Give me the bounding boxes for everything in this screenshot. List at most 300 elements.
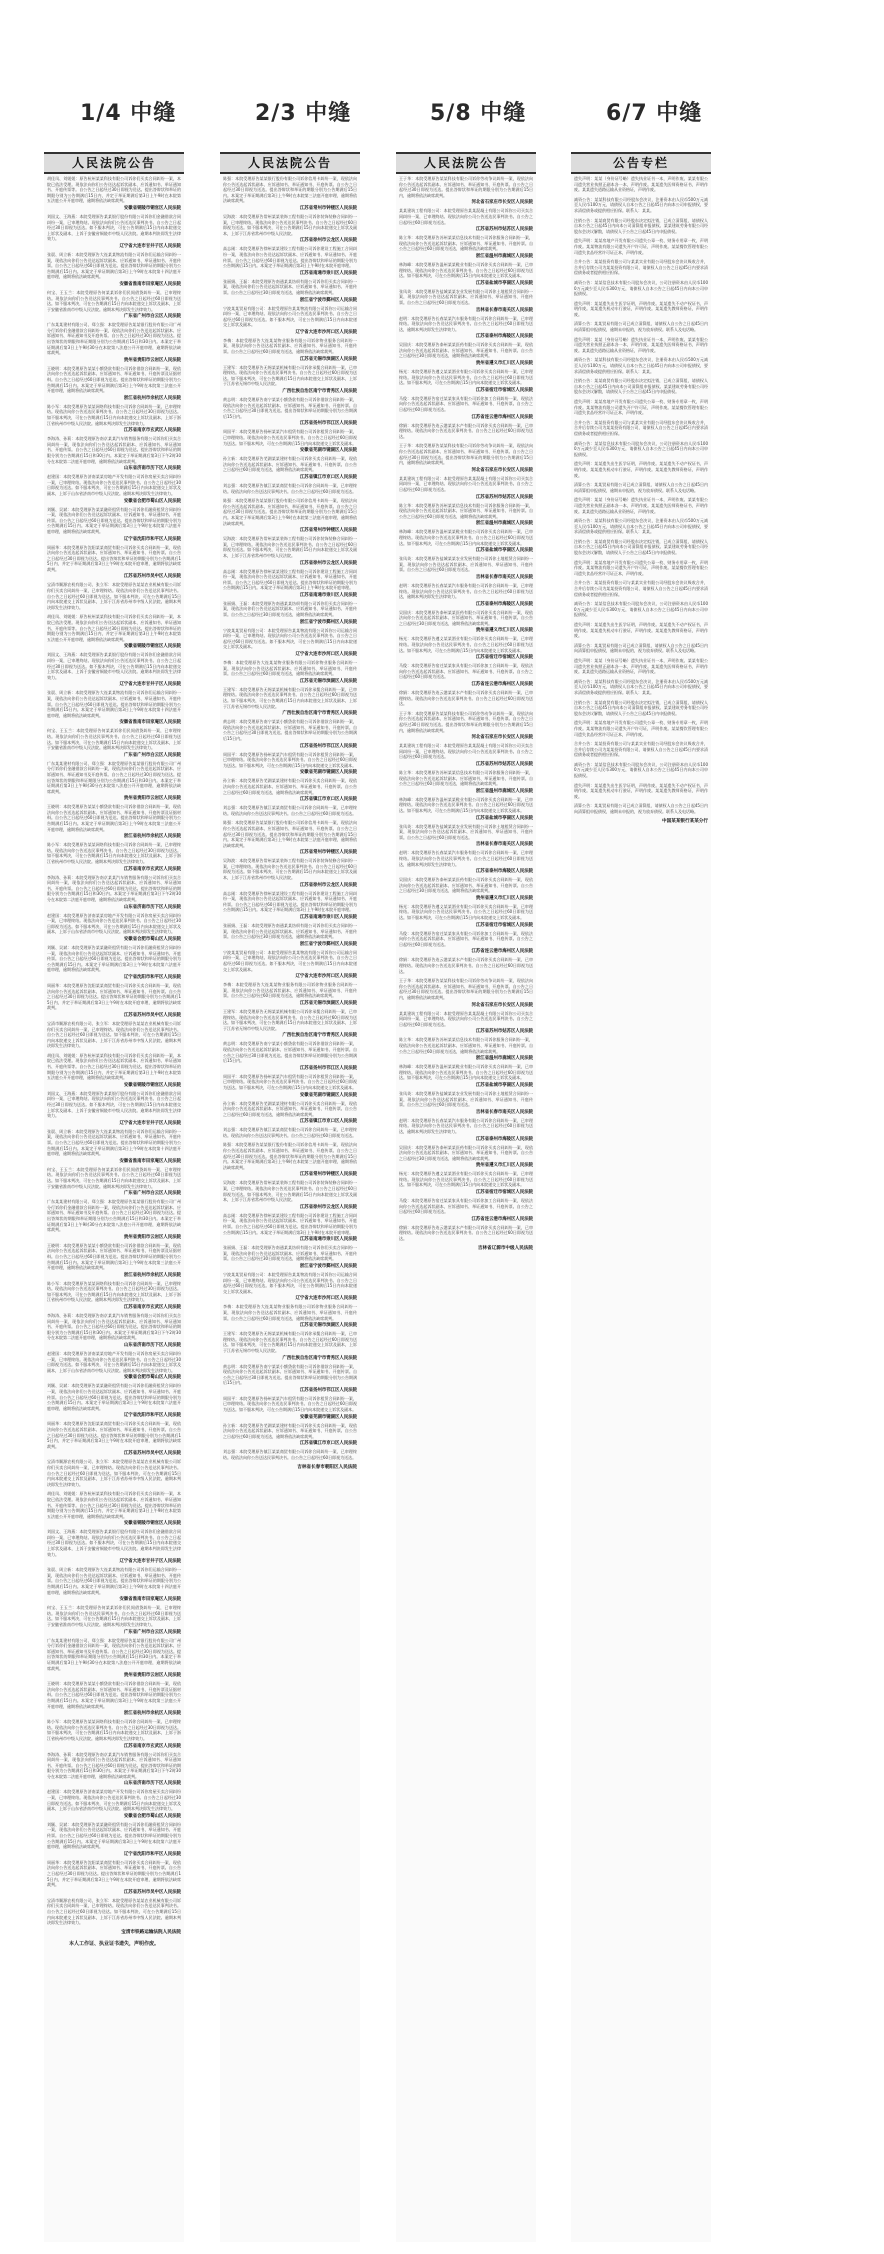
court-name: 江苏省宿迁市宿城区人民法院 <box>475 922 533 928</box>
court-name: 浙江省杭州市余杭区人民法院 <box>123 1711 181 1717</box>
court-name: 贵州省遵义市汇川区人民法院 <box>475 895 533 901</box>
notice-paragraph: 高志刚：本院受理原告徐州某某建设工程有限公司诉你建设工程施工合同纠纷一案，现依法向你公告送达起诉状副本、应诉通知书、举证通知书、开庭传票。自公告之日起经过60日即视为送达。提出答辩状和举证的期限分别为公告期满后15日内。本案定于举证期满后第3日上午9时在本院开庭审理。 <box>223 890 357 913</box>
notice-paragraph: 遗失声明：某某房地产开发有限公司遗失公章一枚、财务专用章一枚，声明作废。某某物流有限公司遗失开户许可证，声明作废。某某餐饮管理有限公司遗失食品经营许可证正本，声明作废。 <box>574 399 708 416</box>
notice-paragraph: 杨光：本院受理原告遵义某某酒业有限公司诉你买卖合同纠纷一案，已审理终结。现依法向你公告送达民事判决书。自公告之日起经过60日即视为送达。如不服本判决，可在公告期满后15日内向本院递交上诉状及副本。 <box>399 1171 533 1188</box>
court-name: 广东省广州市白云区人民法院 <box>123 1191 181 1197</box>
banner-title: 人民法院公告 <box>396 152 536 174</box>
court-name: 江苏省盐城市亭湖区人民法院 <box>475 1082 533 1088</box>
notice-paragraph: 胡佳凤、刘媛媛：原告杭州某某科技有限公司诉你们买卖合同纠纷一案，本院已依法受理。现依法向你们公告送达起诉状副本、应诉通知书、举证通知书、开庭传票等。自公告之日起经过30日即视为送达。提出答辩状和举证的期限分别为公告期满后15日内，并定于举证期满后第3日上午9时在本院第五法庭公开开庭审理，逾期将依法缺席裁判。 <box>47 1052 181 1081</box>
court-name: 辽宁省沈阳市和平区人民法院 <box>123 974 181 980</box>
notice-paragraph: 减资公告：某某科技有限公司经股东会决议，注册资本由人民币500万元减至人民币100万元，请债权人自本公告之日起45日内向本公司申报债权，要求清偿债务或提供相应担保。联系人：某某。 <box>574 357 708 374</box>
notice-paragraph: 刘国文、王海燕：本院受理原告某某银行股份有限公司诉你们金融借款合同纠纷一案，已审理终结。现依法向你们公告送达民事判决书。自公告之日起经过30日即视为送达。如不服本判决，可在公告期满后15日内向本院递交上诉状及副本，上诉于安徽省铜陵市中级人民法院。逾期本判决即发生法律效力。 <box>47 1090 181 1119</box>
notice-paragraph: 广东某某建材有限公司、郑立强：本院受理原告某某银行股份有限公司广州分行诉你们金融借款合同纠纷一案，现依法向你们公告送达起诉状副本、应诉通知书、举证通知书及开庭传票。自公告之日起经过30日即视为送达。提出答辩状的期限和举证期限分别为公告期满后15日和30日内。本案定于举证期满后第3日上午9时30分在本院第八法庭公开开庭审理，逾期将依法缺席裁判。 <box>47 760 181 794</box>
notice-paragraph: 林海峰：本院受理原告温州某某鞋业有限公司诉你买卖合同纠纷一案，已审理终结。现依法向你公告送达民事判决书。自公告之日起经过60日即视为送达。如不服本判决，可在公告期满后15日内向本院递交上诉状及副本。 <box>399 261 533 279</box>
notice-paragraph: 李海涛、孙莉：本院受理原告南京某某汽车销售服务有限公司诉你们买卖合同纠纷一案，现依法向你们公告送达起诉状副本、应诉通知书、举证通知书、开庭传票。自公告之日起经过60日即视为送达。提出答辩状和举证的期限分别为公告期满后15日和30日内。本案定于举证期满后第3日下午2时30分在本院第二法庭开庭审理，逾期将依法缺席裁判。 <box>47 874 181 902</box>
notice-paragraph: 王晓明：本院受理原告某某小额贷款有限公司诉你借款合同纠纷一案，现依法向你公告送达起诉状副本、应诉通知书、举证通知书、开庭传票及证据材料。自公告之日起经过60日即视为送达。提出答辩状和举证的期限分别为公告期满后15日内。本案定于举证期满后第3日上午9时在本院第三法庭公开开庭审理，逾期将依法缺席裁判。 <box>47 1681 181 1709</box>
notice-paragraph: 某某建筑工程有限公司：本院受理原告某某混凝土有限公司诉你公司买卖合同纠纷一案，已审理终结。现依法向你公司公告送达民事判决书。自公告之日起经过60日即视为送达。 <box>399 475 533 492</box>
notice-paragraph: 吴国庆：本院受理原告泰州某某医药有限公司诉你买卖合同纠纷一案，现依法向你公告送达起诉状副本、应诉通知书、举证通知书、开庭传票。自公告之日起经过30日即视为送达，逾期将依法缺席裁判。 <box>399 1144 533 1161</box>
strip-column-2 <box>220 152 360 2242</box>
notice-paragraph: 黄志明：本院受理原告南宁某某小额贷款有限公司诉你借款合同纠纷一案，现依法向你公告送达起诉状副本、应诉通知书、举证通知书、开庭传票。自公告之日起经过30日即视为送达。提出答辩状和举证的期限分别为公告期满后15日内。 <box>223 1041 357 1064</box>
notice-paragraph: 马俊：本院受理原告宿迁某某家具有限公司诉你加工合同纠纷一案，现依法向你公告送达起诉状副本、应诉通知书、举证通知书、开庭传票。自公告之日起经过60日即视为送达。 <box>399 1198 533 1215</box>
notice-paragraph: 陈立华：本院受理原告苏州某某信息技术有限公司诉你服务合同纠纷一案，现依法向你公告送达起诉状副本、应诉通知书、举证通知书、开庭传票。自公告之日起经过60日即视为送达，逾期将依法缺席裁判。 <box>399 502 533 519</box>
court-name: 广东省广州市白云区人民法院 <box>123 314 181 320</box>
court-name: 安徽省铜陵市铜官区人民法院 <box>123 1521 181 1527</box>
court-name: 安徽省淮南市田家庵区人民法院 <box>119 281 181 287</box>
notice-paragraph: 吴海波：本院受理原告常州某某装饰工程有限公司诉你装饰装修合同纠纷一案，已审理终结。现依法向你公告送达民事判决书。自公告之日起经过60日即视为送达。如不服本判决，可在公告期满后15日内向本院递交上诉状及副本，上诉于江苏省常州市中级人民法院。 <box>223 1180 357 1203</box>
court-name: 山东省济南市历下区人民法院 <box>123 1781 181 1787</box>
notice-paragraph: 陈强：本院受理原告某某银行股份有限公司诉你信用卡纠纷一案，现依法向你公告送达起诉状副本、应诉通知书、举证通知书、开庭传票。自公告之日起经过30日即视为送达。提出答辩状和举证的期限分别为公告期满后15日内。本案定于举证期满后第3日上午9时在本院第三法庭开庭审理，逾期将依法缺席裁判。 <box>223 820 357 848</box>
notice-paragraph: 减资公告：某某科技有限公司经股东会决议，注册资本由人民币500万元减至人民币100万元，请债权人自本公告之日起45日内向本公司申报债权，要求清偿债务或提供相应担保。联系人：某某。 <box>574 196 708 213</box>
court-name: 安徽省铜陵市铜官区人民法院 <box>123 205 181 211</box>
notice-paragraph: 陈强：本院受理原告某某银行股份有限公司诉你信用卡纠纷一案，现依法向你公告送达起诉状副本、应诉通知书、举证通知书、开庭传票。自公告之日起经过30日即视为送达。提出答辩状和举证的期限分别为公告期满后15日内。本案定于举证期满后第3日上午9时在本院第三法庭开庭审理，逾期将依法缺席裁判。 <box>223 176 357 204</box>
notice-paragraph: 减资公告：某某科技有限公司经股东会决议，注册资本由人民币500万元减至人民币100万元，请债权人自本公告之日起45日内向本公司申报债权，要求清偿债务或提供相应担保。联系人：某某。 <box>574 678 708 695</box>
court-name: 吉林省长春市南关区人民法院 <box>475 574 533 580</box>
court-name: 广东省广州市白云区人民法院 <box>123 752 181 758</box>
notice-paragraph: 宁波某某贸易有限公司：本院受理原告某某物流有限公司诉你公司运输合同纠纷一案，已审理终结。现依法向你公司公告送达民事判决书。自公告之日起经过60日即视为送达。如不服本判决，可在公告期满后15日内向本院递交上诉状及副本。 <box>223 305 357 328</box>
notice-paragraph: 刘国文、王海燕：本院受理原告某某银行股份有限公司诉你们金融借款合同纠纷一案，已审理终结。现依法向你们公告送达民事判决书。自公告之日起经过30日即视为送达。如不服本判决，可在公告期满后15日内向本院递交上诉状及副本，上诉于安徽省铜陵市中级人民法院。逾期本判决即发生法律效力。 <box>47 213 181 242</box>
footer-court: 中国某某银行某某分行 <box>662 818 708 824</box>
notice-paragraph: 王子华：本院受理原告某某科技有限公司诉你劳动争议纠纷一案，现依法向你公告送达起诉状副本、应诉通知书、举证通知书、开庭传票。自公告之日起经过30日即视为送达。提出答辩状和举证的期限分别为公告期满后15日内，逾期将依法缺席裁判。 <box>399 176 533 198</box>
banner-title: 人民法院公告 <box>220 152 360 174</box>
notice-paragraph: 李梅：本院受理原告大连某某物业服务有限公司诉你物业服务合同纠纷一案，现依法向你公告送达起诉状副本、应诉通知书、举证通知书、开庭传票。自公告之日起经过60日即视为送达，逾期将依法缺席裁判。 <box>223 1304 357 1321</box>
notice-paragraph: 张丽娟、王磊：本院受理原告南通某某纺织有限公司诉你们买卖合同纠纷一案，现依法向你们公告送达起诉状副本、应诉通知书、举证通知书、开庭传票。自公告之日起经过30日即视为送达，逾期将依法缺席裁判。 <box>223 923 357 940</box>
court-name: 江苏省苏州市姑苏区人民法院 <box>475 227 533 233</box>
notice-paragraph: 张晨、周立新：本院受理原告大连某某物流有限公司诉你们运输合同纠纷一案，现依法向你们公告送达起诉状副本、应诉通知书、举证通知书、开庭传票。自公告之日起经过60日即视为送达。提出答辩状和举证的期限分别为公告期满后15日内。本案定于举证期满后第3日上午9时在本院第十四法庭开庭审理，逾期将依法缺席裁判。 <box>47 690 181 718</box>
court-name: 贵州省遵义市汇川区人民法院 <box>475 628 533 634</box>
notice-paragraph: 遗失声明：某某（身份证号略）遗失执业证书一本，声明作废。某某有限公司遗失营业执照正副本各一本，声明作废。某某遗失医师资格证书，声明作废。某某遗失道路运输从业资格证，声明作废。 <box>574 176 708 193</box>
notice-paragraph: 王建军：本院受理原告无锡某某机械有限公司诉你承揽合同纠纷一案，已审理终结。现依法向你公告送达民事判决书。自公告之日起经过60日即视为送达。如不服本判决，可在公告期满后15日内向本院递交上诉状及副本，上诉于江苏省无锡市中级人民法院。 <box>223 686 357 709</box>
notice-paragraph: 减资公告：某某科技有限公司经股东会决议，注册资本由人民币500万元减至人民币100万元，请债权人自本公告之日起45日内向本公司申报债权，要求清偿债务或提供相应担保。联系人：某某。 <box>574 518 708 535</box>
court-name: 安徽省芜湖市镜湖区人民法院 <box>299 448 357 454</box>
notice-paragraph: 某某建筑工程有限公司：本院受理原告某某混凝土有限公司诉你公司买卖合同纠纷一案，已审理终结。现依法向你公司公告送达民事判决书。自公告之日起经过60日即视为送达。 <box>399 743 533 760</box>
notice-paragraph: 赵建国：本院受理原告济南某某房地产开发有限公司诉你房屋买卖合同纠纷一案，已审理终结。现依法向你公告送达民事判决书。自公告之日起经过30日即视为送达。如不服本判决，可在公告期满后15日内向本院递交上诉状及副本，上诉于山东省济南市中级人民法院。逾期本判决即发生法律效力。 <box>47 1789 181 1812</box>
notice-paragraph: 黄志明：本院受理原告南宁某某小额贷款有限公司诉你借款合同纠纷一案，现依法向你公告送达起诉状副本、应诉通知书、举证通知书、开庭传票。自公告之日起经过30日即视为送达。提出答辩状和举证的期限分别为公告期满后15日内。 <box>223 719 357 741</box>
court-name: 贵州省贵阳市云岩区人民法院 <box>123 1673 181 1679</box>
notice-paragraph: 陈立华：本院受理原告苏州某某信息技术有限公司诉你服务合同纠纷一案，现依法向你公告送达起诉状副本、应诉通知书、举证通知书、开庭传票。自公告之日起经过60日即视为送达，逾期将依法缺席裁判。 <box>399 1037 533 1054</box>
court-name: 广西壮族自治区南宁市青秀区人民法院 <box>282 1033 357 1039</box>
notice-paragraph: 马俊：本院受理原告宿迁某某家具有限公司诉你加工合同纠纷一案，现依法向你公告送达起诉状副本、应诉通知书、举证通知书、开庭传票。自公告之日起经过60日即视为送达。 <box>399 663 533 680</box>
court-name: 江苏省扬州市邗江区人民法院 <box>299 1387 357 1393</box>
notice-paragraph: 刘国文、王海燕：本院受理原告某某银行股份有限公司诉你们金融借款合同纠纷一案，已审理终结。现依法向你们公告送达民事判决书。自公告之日起经过30日即视为送达。如不服本判决，可在公告期满后15日内向本院递交上诉状及副本，上诉于安徽省铜陵市中级人民法院。逾期本判决即发生法律效力。 <box>47 1529 181 1557</box>
notice-paragraph: 孙立新：本院受理原告芜湖某某建材有限公司诉你买卖合同纠纷一案，现依法向你公告送达起诉状副本、应诉通知书、举证通知书、开庭传票。自公告之日起经过60日即视为送达，逾期将依法缺席裁判。 <box>223 778 357 795</box>
court-name: 浙江省宁波市鄞州区人民法院 <box>299 941 357 947</box>
court-name: 江苏省苏州市姑苏区人民法院 <box>475 761 533 767</box>
court-name: 浙江省杭州市余杭区人民法院 <box>123 834 181 840</box>
court-name: 浙江省宁波市鄞州区人民法院 <box>299 619 357 625</box>
court-name: 江苏省宿迁市宿城区人民法院 <box>475 1190 533 1196</box>
notice-paragraph: 赵明：本院受理原告长春某某汽车服务有限公司诉你合同纠纷一案，已审理终结。现依法向你公告送达民事判决书。自公告之日起经过60日即视为送达，逾期本判决即发生法律效力。 <box>399 850 533 867</box>
column-label-3: 5/8 中缝 <box>430 101 527 126</box>
court-name: 辽宁省大连市甘井子区人民法院 <box>119 243 181 249</box>
notice-paragraph: 减资公告：某某信息技术有限公司股东会决议，公司注册资本由人民币1000万元减少至人民币300万元，请债权人自本公告之日起45日内向本公司申报债权。 <box>574 761 708 779</box>
notice-paragraph: 合并公告：某某投资有限公司与某某实业有限公司经股东会决议吸收合并，合并后存续公司为某某投资有限公司，请债权人自公告之日起45日内要求清偿债务或者提供相应担保。 <box>574 741 708 758</box>
notice-paragraph: 周国平：本院受理原告扬州某某汽车租赁有限公司诉你租赁合同纠纷一案，已审理终结。现依法向你公告送达民事判决书。自公告之日起经过60日即视为送达。如不服本判决，可在公告期满后15日内向本院递交上诉状及副本。 <box>223 751 357 768</box>
notice-paragraph: 周国平：本院受理原告扬州某某汽车租赁有限公司诉你租赁合同纠纷一案，已审理终结。现依法向你公告送达民事判决书。自公告之日起经过60日即视为送达。如不服本判决，可在公告期满后15日内向本院递交上诉状及副本。 <box>223 1395 357 1413</box>
notice-paragraph: 陈立华：本院受理原告苏州某某信息技术有限公司诉你服务合同纠纷一案，现依法向你公告送达起诉状副本、应诉通知书、举证通知书、开庭传票。自公告之日起经过60日即视为送达，逾期将依法缺席裁判。 <box>399 235 533 252</box>
notice-paragraph: 减资公告：某某信息技术有限公司股东会决议，公司注册资本由人民币1000万元减少至人民币300万元，请债权人自本公告之日起45日内向本公司申报债权。 <box>574 440 708 457</box>
court-name: 江苏省镇江市京口区人民法院 <box>299 797 357 803</box>
notice-paragraph: 徐娟：本院受理原告连云港某某水产有限公司诉你买卖合同纠纷一案，已审理终结。现依法向你公告送达民事判决书。自公告之日起经过60日即视为送达。 <box>399 422 533 439</box>
notice-paragraph: 宁波某某贸易有限公司：本院受理原告某某物流有限公司诉你公司运输合同纠纷一案，已审理终结。现依法向你公司公告送达民事判决书。自公告之日起经过60日即视为送达。如不服本判决，可在公告期满后15日内向本院递交上诉状及副本。 <box>223 627 357 650</box>
court-name: 山东省济南市历下区人民法院 <box>123 1343 181 1349</box>
notice-paragraph: 马俊：本院受理原告宿迁某某家具有限公司诉你加工合同纠纷一案，现依法向你公告送达起诉状副本、应诉通知书、举证通知书、开庭传票。自公告之日起经过60日即视为送达。 <box>399 930 533 947</box>
notice-paragraph: 吴国庆：本院受理原告泰州某某医药有限公司诉你买卖合同纠纷一案，现依法向你公告送达起诉状副本、应诉通知书、举证通知书、开庭传票。自公告之日起经过30日即视为送达，逾期将依法缺席裁判。 <box>399 342 533 359</box>
court-name: 辽宁省沈阳市和平区人民法院 <box>123 536 181 542</box>
notice-paragraph: 胡佳凤、刘媛媛：原告杭州某某科技有限公司诉你们买卖合同纠纷一案，本院已依法受理。现依法向你们公告送达起诉状副本、应诉通知书、举证通知书、开庭传票等。自公告之日起经过30日即视为送达。提出答辩状和举证的期限分别为公告期满后15日内，并定于举证期满后第3日上午9时在本院第五法庭公开开庭审理，逾期将依法缺席裁判。 <box>47 176 181 204</box>
court-name: 江苏省常州市钟楼区人民法院 <box>299 1172 357 1178</box>
court-name: 广西壮族自治区南宁市青秀区人民法院 <box>282 1355 357 1361</box>
notice-paragraph: 赵建国：本院受理原告济南某某房地产开发有限公司诉你房屋买卖合同纠纷一案，已审理终结。现依法向你公告送达民事判决书。自公告之日起经过30日即视为送达。如不服本判决，可在公告期满后15日内向本院递交上诉状及副本，上诉于山东省济南市中级人民法院。逾期本判决即发生法律效力。 <box>47 912 181 935</box>
notice-paragraph: 刘颖、吴斌：本院受理原告某某融资租赁有限公司诉你们融资租赁合同纠纷一案，现依法向你们公告送达起诉状副本、应诉通知书、举证通知书、开庭传票。自公告之日起经过60日即视为送达。提出答辩状和举证的期限分别为公告期满后15日内。本案定于举证期满后第3日上午9时在本院第六法庭开庭审理，逾期将依法缺席裁判。 <box>47 506 181 534</box>
court-name: 江苏省镇江市京口区人民法院 <box>299 474 357 480</box>
footer-court: 吉林省长春市朝阳区人民法院 <box>297 1464 357 1470</box>
notice-paragraph: 高志刚：本院受理原告徐州某某建设工程有限公司诉你建设工程施工合同纠纷一案，现依法向你公告送达起诉状副本、应诉通知书、举证通知书、开庭传票。自公告之日起经过60日即视为送达。提出答辩状和举证的期限分别为公告期满后15日内。本案定于举证期满后第3日上午9时在本院开庭审理。 <box>223 1212 357 1235</box>
court-name: 安徽省芜湖市镜湖区人民法院 <box>299 770 357 776</box>
column-label-1: 1/4 中缝 <box>80 101 177 126</box>
strip-column-1 <box>44 152 184 2242</box>
court-name: 安徽省芜湖市镜湖区人民法院 <box>299 1092 357 1098</box>
notice-paragraph: 吴国庆：本院受理原告泰州某某医药有限公司诉你买卖合同纠纷一案，现依法向你公告送达起诉状副本、应诉通知书、举证通知书、开庭传票。自公告之日起经过30日即视为送达，逾期将依法缺席裁判。 <box>399 877 533 894</box>
notice-paragraph: 宝清市顺源农机有限公司、张立军：本院受理原告某某农业机械有限公司诉你们买卖合同纠纷一案，已审理终结。现依法向你们公告送达民事判决书。自公告之日起经过60日即视为送达。如不服本判决，可在公告期满后15日内向本院递交上诉状及副本，上诉于江苏省苏州市中级人民法院。逾期本判决即发生法律效力。 <box>47 1459 181 1487</box>
notice-paragraph: 周丽华：本院受理原告沈阳某某商贸有限公司诉你买卖合同纠纷一案，现依法向你公告送达起诉状副本、应诉通知书、举证通知书、开庭传票。自公告之日起经过30日即视为送达。提出答辩状和举证的期限分别为公告期满后15日内，并定于举证期满后第3日上午9时在本院开庭审理，逾期将依法缺席裁判。 <box>47 544 181 572</box>
notice-paragraph: 某某建筑工程有限公司：本院受理原告某某混凝土有限公司诉你公司买卖合同纠纷一案，已审理终结。现依法向你公司公告送达民事判决书。自公告之日起经过60日即视为送达。 <box>399 1010 533 1027</box>
notice-paragraph: 遗失声明：某某遗失出生医学证明，声明作废。某某遗失不动产权证书，声明作废。某某遗失机动车行驶证，声明作废。某某遗失教师资格证，声明作废。 <box>574 622 708 639</box>
court-name: 江苏省无锡市滨湖区人民法院 <box>299 1000 357 1006</box>
court-name: 安徽省合肥市蜀山区人民法院 <box>123 936 181 942</box>
notice-paragraph: 陈强：本院受理原告某某银行股份有限公司诉你信用卡纠纷一案，现依法向你公告送达起诉状副本、应诉通知书、举证通知书、开庭传票。自公告之日起经过30日即视为送达。提出答辩状和举证的期限分别为公告期满后15日内。本案定于举证期满后第3日上午9时在本院第三法庭开庭审理，逾期将依法缺席裁判。 <box>223 498 357 526</box>
court-name: 河北省石家庄市长安区人民法院 <box>471 735 533 741</box>
court-name: 江苏省苏州市吴中区人民法院 <box>123 1012 181 1018</box>
court-name: 江苏省扬州市邗江区人民法院 <box>299 743 357 749</box>
court-name: 浙江省温州市鹿城区人民法院 <box>475 521 533 527</box>
notice-paragraph: 张凤英：本院受理原告盐城某某农业发展有限公司诉你土地租赁合同纠纷一案，现依法向你公告送达起诉状副本、应诉通知书、举证通知书、开庭传票。自公告之日起经过60日即视为送达。 <box>399 556 533 573</box>
court-name: 江苏省无锡市滨湖区人民法院 <box>299 1323 357 1329</box>
notice-paragraph: 清算公告：某某贸易有限公司已成立清算组，请债权人自公告之日起45日内向清算组申报债权，逾期未申报的，视为放弃债权。联系人及电话略。 <box>574 321 708 333</box>
column-label-4: 6/7 中缝 <box>606 101 703 126</box>
notice-paragraph: 遗失声明：某某房地产开发有限公司遗失公章一枚、财务专用章一枚，声明作废。某某物流有限公司遗失开户许可证，声明作废。某某餐饮管理有限公司遗失食品经营许可证正本，声明作废。 <box>574 559 708 576</box>
notice-paragraph: 张凤英：本院受理原告盐城某某农业发展有限公司诉你土地租赁合同纠纷一案，现依法向你公告送达起诉状副本、应诉通知书、举证通知书、开庭传票。自公告之日起经过60日即视为送达。 <box>399 823 533 840</box>
notice-paragraph: 孙立新：本院受理原告芜湖某某建材有限公司诉你买卖合同纠纷一案，现依法向你公告送达起诉状副本、应诉通知书、举证通知书、开庭传票。自公告之日起经过60日即视为送达，逾期将依法缺席裁判。 <box>223 1422 357 1439</box>
court-name: 吉林省长春市南关区人民法院 <box>475 307 533 313</box>
court-name: 江苏省扬州市邗江区人民法院 <box>299 1065 357 1071</box>
notice-paragraph: 刘国文、王海燕：本院受理原告某某银行股份有限公司诉你们金融借款合同纠纷一案，已审理终结。现依法向你们公告送达民事判决书。自公告之日起经过30日即视为送达。如不服本判决，可在公告期满后15日内向本院递交上诉状及副本，上诉于安徽省铜陵市中级人民法院。逾期本判决即发生法律效力。 <box>47 652 181 680</box>
notice-paragraph: 高志刚：本院受理原告徐州某某建设工程有限公司诉你建设工程施工合同纠纷一案，现依法向你公告送达起诉状副本、应诉通知书、举证通知书、开庭传票。自公告之日起经过60日即视为送达。提出答辩状和举证的期限分别为公告期满后15日内。本案定于举证期满后第3日上午9时在本院开庭审理。 <box>223 568 357 591</box>
court-name: 辽宁省大连市沙河口区人民法院 <box>295 1296 357 1302</box>
notice-paragraph: 宝清市顺源农机有限公司、张立军：本院受理原告某某农业机械有限公司诉你们买卖合同纠纷一案，已审理终结。现依法向你们公告送达民事判决书。自公告之日起经过60日即视为送达。如不服本判决，可在公告期满后15日内向本院递交上诉状及副本，上诉于江苏省苏州市中级人民法院。逾期本判决即发生法律效力。 <box>47 1897 181 1926</box>
court-name: 贵州省贵阳市云岩区人民法院 <box>123 357 181 363</box>
notice-paragraph: 杨光：本院受理原告遵义某某酒业有限公司诉你买卖合同纠纷一案，已审理终结。现依法向你公告送达民事判决书。自公告之日起经过60日即视为送达。如不服本判决，可在公告期满后15日内向本院递交上诉状及副本。 <box>399 903 533 921</box>
court-name: 江苏省徐州市云龙区人民法院 <box>299 1204 357 1210</box>
notice-paragraph: 张凤英：本院受理原告盐城某某农业发展有限公司诉你土地租赁合同纠纷一案，现依法向你公告送达起诉状副本、应诉通知书、举证通知书、开庭传票。自公告之日起经过60日即视为送达。 <box>399 1090 533 1108</box>
court-name: 江苏省徐州市云龙区人民法院 <box>299 882 357 888</box>
court-name: 江苏省宿迁市宿城区人民法院 <box>475 655 533 661</box>
notice-paragraph: 广东某某建材有限公司、郑立强：本院受理原告某某银行股份有限公司广州分行诉你们金融借款合同纠纷一案，现依法向你们公告送达起诉状副本、应诉通知书、举证通知书及开庭传票。自公告之日起经过30日即视为送达。提出答辩状的期限和举证期限分别为公告期满后15日和30日内。本案定于举证期满后第3日上午9时30分在本院第八法庭公开开庭审理，逾期将依法缺席裁判。 <box>47 1637 181 1671</box>
notice-paragraph: 黄志明：本院受理原告南宁某某小额贷款有限公司诉你借款合同纠纷一案，现依法向你公告送达起诉状副本、应诉通知书、举证通知书、开庭传票。自公告之日起经过30日即视为送达。提出答辩状和举证的期限分别为公告期满后15日内。 <box>223 397 357 419</box>
court-name: 江苏省南京市玄武区人民法院 <box>123 1743 181 1749</box>
notice-paragraph: 遗失声明：某某遗失出生医学证明，声明作废。某某遗失不动产权证书，声明作废。某某遗失机动车行驶证，声明作废。某某遗失教师资格证，声明作废。 <box>574 300 708 317</box>
notice-paragraph: 张凤英：本院受理原告盐城某某农业发展有限公司诉你土地租赁合同纠纷一案，现依法向你公告送达起诉状副本、应诉通知书、举证通知书、开庭传票。自公告之日起经过60日即视为送达。 <box>399 288 533 305</box>
court-name: 江苏省徐州市云龙区人民法院 <box>299 238 357 244</box>
notice-paragraph: 李海涛、孙莉：本院受理原告南京某某汽车销售服务有限公司诉你们买卖合同纠纷一案，现依法向你们公告送达起诉状副本、应诉通知书、举证通知书、开庭传票。自公告之日起经过60日即视为送达。提出答辩状和举证的期限分别为公告期满后15日和30日内。本案定于举证期满后第3日下午2时30分在本院第二法庭开庭审理，逾期将依法缺席裁判。 <box>47 436 181 464</box>
notice-paragraph: 胡佳凤、刘媛媛：原告杭州某某科技有限公司诉你们买卖合同纠纷一案，本院已依法受理。现依法向你们公告送达起诉状副本、应诉通知书、举证通知书、开庭传票等。自公告之日起经过30日即视为送达。提出答辩状和举证的期限分别为公告期满后15日内，并定于举证期满后第3日上午9时在本院第五法庭公开开庭审理，逾期将依法缺席裁判。 <box>47 1491 181 1519</box>
court-name: 江苏省无锡市滨湖区人民法院 <box>299 678 357 684</box>
notice-paragraph: 张晨、周立新：本院受理原告大连某某物流有限公司诉你们运输合同纠纷一案，现依法向你们公告送达起诉状副本、应诉通知书、举证通知书、开庭传票。自公告之日起经过60日即视为送达。提出答辩状和举证的期限分别为公告期满后15日内。本案定于举证期满后第3日上午9时在本院第十四法庭开庭审理，逾期将依法缺席裁判。 <box>47 251 181 280</box>
notice-paragraph: 李梅：本院受理原告大连某某物业服务有限公司诉你物业服务合同纠纷一案，现依法向你公告送达起诉状副本、应诉通知书、举证通知书、开庭传票。自公告之日起经过60日即视为送达，逾期将依法缺席裁判。 <box>223 337 357 355</box>
notice-paragraph: 刘志强：本院受理原告镇江某某商贸有限公司诉你合同纠纷一案，已审理终结。现依法向你公告送达民事判决书。自公告之日起经过60日即视为送达。 <box>223 1127 357 1138</box>
notice-paragraph: 陈小军：本院受理原告某某网络科技有限公司诉你合同纠纷一案，已审理终结。现依法向你公告送达民事判决书。自公告之日起经过30日即视为送达。如不服本判决，可在公告期满后15日内向本院递交上诉状及副本，上诉于浙江省杭州市中级人民法院。逾期本判决即发生法律效力。 <box>47 1280 181 1303</box>
notice-paragraph: 注销公告：某某商贸有限公司经股东决定拟注销，已成立清算组，请债权人自本公告之日起45日内向本公司清算组申报债权。某某建筑劳务有限公司经股东会决议解散，请债权人于公告之日起45日内申报债权。 <box>574 538 708 556</box>
notice-note: 本人工作证、执业证书遗失，声明作废。 <box>68 1940 159 1947</box>
notice-paragraph: 宝清市顺源农机有限公司、张立军：本院受理原告某某农业机械有限公司诉你们买卖合同纠纷一案，已审理终结。现依法向你们公告送达民事判决书。自公告之日起经过60日即视为送达。如不服本判决，可在公告期满后15日内向本院递交上诉状及副本，上诉于江苏省苏州市中级人民法院。逾期本判决即发生法律效力。 <box>47 1020 181 1049</box>
court-name: 吉林省长春市南关区人民法院 <box>475 842 533 848</box>
court-name: 江苏省泰州市海陵区人民法院 <box>475 869 533 875</box>
notice-paragraph: 张丽娟、王磊：本院受理原告南通某某纺织有限公司诉你们买卖合同纠纷一案，现依法向你们公告送达起诉状副本、应诉通知书、举证通知书、开庭传票。自公告之日起经过30日即视为送达，逾期将依法缺席裁判。 <box>223 278 357 295</box>
notice-paragraph: 宁波某某贸易有限公司：本院受理原告某某物流有限公司诉你公司运输合同纠纷一案，已审理终结。现依法向你公司公告送达民事判决书。自公告之日起经过60日即视为送达。如不服本判决，可在公告期满后15日内向本院递交上诉状及副本。 <box>223 1271 357 1294</box>
court-name: 辽宁省沈阳市和平区人民法院 <box>123 1851 181 1857</box>
notice-paragraph: 李梅：本院受理原告大连某某物业服务有限公司诉你物业服务合同纠纷一案，现依法向你公告送达起诉状副本、应诉通知书、举证通知书、开庭传票。自公告之日起经过60日即视为送达，逾期将依法缺席裁判。 <box>223 660 357 677</box>
court-name: 辽宁省大连市沙河口区人民法院 <box>295 329 357 335</box>
notice-paragraph: 周国平：本院受理原告扬州某某汽车租赁有限公司诉你租赁合同纠纷一案，已审理终结。现依法向你公告送达民事判决书。自公告之日起经过60日即视为送达。如不服本判决，可在公告期满后15日内向本院递交上诉状及副本。 <box>223 1073 357 1090</box>
court-name: 浙江省杭州市余杭区人民法院 <box>123 395 181 401</box>
notice-paragraph: 林海峰：本院受理原告温州某某鞋业有限公司诉你买卖合同纠纷一案，已审理终结。现依法向你公告送达民事判决书。自公告之日起经过60日即视为送达。如不服本判决，可在公告期满后15日内向本院递交上诉状及副本。 <box>399 1064 533 1081</box>
notice-paragraph: 遗失声明：某某（身份证号略）遗失执业证书一本，声明作废。某某有限公司遗失营业执照正副本各一本，声明作废。某某遗失医师资格证书，声明作废。某某遗失道路运输从业资格证，声明作废。 <box>574 336 708 353</box>
court-name: 浙江省宁波市鄞州区人民法院 <box>299 297 357 303</box>
notice-paragraph: 合并公告：某某投资有限公司与某某实业有限公司经股东会决议吸收合并，合并后存续公司为某某投资有限公司，请债权人自公告之日起45日内要求清偿债务或者提供相应担保。 <box>574 259 708 276</box>
court-name: 江苏省南通市崇川区人民法院 <box>299 592 357 598</box>
court-name: 江苏省常州市钟楼区人民法院 <box>299 205 357 211</box>
notice-paragraph: 黄志明：本院受理原告南宁某某小额贷款有限公司诉你借款合同纠纷一案，现依法向你公告送达起诉状副本、应诉通知书、举证通知书、开庭传票。自公告之日起经过30日即视为送达。提出答辩状和举证的期限分别为公告期满后15日内。 <box>223 1363 357 1386</box>
court-name: 江苏省连云港市海州区人民法院 <box>471 682 533 688</box>
notice-paragraph: 减资公告：某某信息技术有限公司股东会决议，公司注册资本由人民币1000万元减少至人民币300万元，请债权人自本公告之日起45日内向本公司申报债权。 <box>574 279 708 297</box>
notice-paragraph: 陈立华：本院受理原告苏州某某信息技术有限公司诉你服务合同纠纷一案，现依法向你公告送达起诉状副本、应诉通知书、举证通知书、开庭传票。自公告之日起经过60日即视为送达，逾期将依法缺席裁判。 <box>399 769 533 787</box>
court-name: 辽宁省大连市甘井子区人民法院 <box>119 1120 181 1126</box>
notice-paragraph: 李海涛、孙莉：本院受理原告南京某某汽车销售服务有限公司诉你们买卖合同纠纷一案，现依法向你们公告送达起诉状副本、应诉通知书、举证通知书、开庭传票。自公告之日起经过60日即视为送达。提出答辩状和举证的期限分别为公告期满后15日和30日内。本案定于举证期满后第3日下午2时30分在本院第二法庭开庭审理，逾期将依法缺席裁判。 <box>47 1751 181 1779</box>
court-name: 山东省济南市历下区人民法院 <box>123 466 181 472</box>
court-name: 江苏省泰州市海陵区人民法院 <box>475 601 533 607</box>
notice-paragraph: 王子华：本院受理原告某某科技有限公司诉你劳动争议纠纷一案，现依法向你公告送达起诉状副本、应诉通知书、举证通知书、开庭传票。自公告之日起经过30日即视为送达。提出答辩状和举证的期限分别为公告期满后15日内，逾期将依法缺席裁判。 <box>399 443 533 466</box>
court-name: 安徽省芜湖市镜湖区人民法院 <box>299 1414 357 1420</box>
court-name: 江苏省宿迁市宿城区人民法院 <box>475 387 533 393</box>
notice-paragraph: 孙立新：本院受理原告芜湖某某建材有限公司诉你买卖合同纠纷一案，现依法向你公告送达起诉状副本、应诉通知书、举证通知书、开庭传票。自公告之日起经过60日即视为送达，逾期将依法缺席裁判。 <box>223 1100 357 1117</box>
court-name: 江苏省盐城市亭湖区人民法院 <box>475 815 533 821</box>
footer-court: 吉林省辽源市中级人民法院 <box>477 1245 533 1251</box>
notice-paragraph: 何宝、王玉兰：本院受理原告何某某诉你们民间借贷纠纷一案，已审理终结。现依法向你们公告送达民事判决书。自公告之日起经过60日即视为送达。如不服本判决，可在公告期满后15日内向本院递交上诉状及副本，上诉于安徽省淮南市中级人民法院。逾期本判决即发生法律效力。 <box>47 1166 181 1189</box>
notice-paragraph: 陈小军：本院受理原告某某网络科技有限公司诉你合同纠纷一案，已审理终结。现依法向你公告送达民事判决书。自公告之日起经过30日即视为送达。如不服本判决，可在公告期满后15日内向本院递交上诉状及副本，上诉于浙江省杭州市中级人民法院。逾期本判决即发生法律效力。 <box>47 842 181 865</box>
notice-paragraph: 刘志强：本院受理原告镇江某某商贸有限公司诉你合同纠纷一案，已审理终结。现依法向你公告送达民事判决书。自公告之日起经过60日即视为送达。 <box>223 482 357 494</box>
court-name: 辽宁省大连市甘井子区人民法院 <box>119 1559 181 1565</box>
court-name: 江苏省南京市玄武区人民法院 <box>123 428 181 434</box>
notice-paragraph: 胡佳凤、刘媛媛：原告杭州某某科技有限公司诉你们买卖合同纠纷一案，本院已依法受理。现依法向你们公告送达起诉状副本、应诉通知书、举证通知书、开庭传票等。自公告之日起经过30日即视为送达。提出答辩状和举证的期限分别为公告期满后15日内，并定于举证期满后第3日上午9时在本院第五法庭公开开庭审理，逾期将依法缺席裁判。 <box>47 614 181 642</box>
court-name: 江苏省南京市玄武区人民法院 <box>123 1305 181 1311</box>
notice-paragraph: 清算公告：某某贸易有限公司已成立清算组，请债权人自公告之日起45日内向清算组申报债权，逾期未申报的，视为放弃债权。联系人及电话略。 <box>574 482 708 493</box>
notice-paragraph: 王建军：本院受理原告无锡某某机械有限公司诉你承揽合同纠纷一案，已审理终结。现依法向你公告送达民事判决书。自公告之日起经过60日即视为送达。如不服本判决，可在公告期满后15日内向本院递交上诉状及副本，上诉于江苏省无锡市中级人民法院。 <box>223 1008 357 1031</box>
court-name: 江苏省常州市钟楼区人民法院 <box>299 528 357 534</box>
court-name: 江苏省南京市玄武区人民法院 <box>123 866 181 872</box>
banner-title: 人民法院公告 <box>44 152 184 174</box>
court-name: 江苏省苏州市吴中区人民法院 <box>123 1889 181 1895</box>
notice-paragraph: 林海峰：本院受理原告温州某某鞋业有限公司诉你买卖合同纠纷一案，已审理终结。现依法向你公告送达民事判决书。自公告之日起经过60日即视为送达。如不服本判决，可在公告期满后15日内向本院递交上诉状及副本。 <box>399 796 533 813</box>
court-name: 贵州省贵阳市云岩区人民法院 <box>123 796 181 802</box>
court-name: 江苏省盐城市亭湖区人民法院 <box>475 280 533 286</box>
notice-paragraph: 遗失声明：某某遗失出生医学证明，声明作废。某某遗失不动产权证书，声明作废。某某遗失机动车行驶证，声明作废。某某遗失教师资格证，声明作废。 <box>574 782 708 799</box>
notice-paragraph: 赵明：本院受理原告长春某某汽车服务有限公司诉你合同纠纷一案，已审理终结。现依法向你公告送达民事判决书。自公告之日起经过60日即视为送达，逾期本判决即发生法律效力。 <box>399 582 533 600</box>
notice-paragraph: 王晓明：本院受理原告某某小额贷款有限公司诉你借款合同纠纷一案，现依法向你公告送达起诉状副本、应诉通知书、举证通知书、开庭传票及证据材料。自公告之日起经过60日即视为送达。提出答辩状和举证的期限分别为公告期满后15日内。本案定于举证期满后第3日上午9时在本院第三法庭公开开庭审理，逾期将依法缺席裁判。 <box>47 1242 181 1271</box>
court-name: 吉林省长春市南关区人民法院 <box>475 1109 533 1115</box>
notice-paragraph: 周丽华：本院受理原告沈阳某某商贸有限公司诉你买卖合同纠纷一案，现依法向你公告送达起诉状副本、应诉通知书、举证通知书、开庭传票。自公告之日起经过30日即视为送达。提出答辩状和举证的期限分别为公告期满后15日内，并定于举证期满后第3日上午9时在本院开庭审理，逾期将依法缺席裁判。 <box>47 1421 181 1449</box>
court-name: 江苏省南通市崇川区人民法院 <box>299 270 357 276</box>
notice-paragraph: 赵明：本院受理原告长春某某汽车服务有限公司诉你合同纠纷一案，已审理终结。现依法向你公告送达民事判决书。自公告之日起经过60日即视为送达，逾期本判决即发生法律效力。 <box>399 315 533 332</box>
court-name: 浙江省宁波市鄞州区人民法院 <box>299 1263 357 1269</box>
notice-paragraph: 孙立新：本院受理原告芜湖某某建材有限公司诉你买卖合同纠纷一案，现依法向你公告送达起诉状副本、应诉通知书、举证通知书、开庭传票。自公告之日起经过60日即视为送达，逾期将依法缺席裁判。 <box>223 456 357 473</box>
court-name: 浙江省杭州市余杭区人民法院 <box>123 1272 181 1278</box>
court-name: 江苏省无锡市滨湖区人民法院 <box>299 356 357 362</box>
notice-paragraph: 张丽娟、王磊：本院受理原告南通某某纺织有限公司诉你们买卖合同纠纷一案，现依法向你们公告送达起诉状副本、应诉通知书、举证通知书、开庭传票。自公告之日起经过30日即视为送达，逾期将依法缺席裁判。 <box>223 1245 357 1262</box>
court-name: 河北省石家庄市长安区人民法院 <box>471 1002 533 1008</box>
court-name: 浙江省温州市鹿城区人民法院 <box>475 1056 533 1062</box>
court-name: 江苏省苏州市吴中区人民法院 <box>123 574 181 580</box>
notice-paragraph: 吴海波：本院受理原告常州某某装饰工程有限公司诉你装饰装修合同纠纷一案，已审理终结。现依法向你公告送达民事判决书。自公告之日起经过60日即视为送达。如不服本判决，可在公告期满后15日内向本院递交上诉状及副本，上诉于江苏省常州市中级人民法院。 <box>223 213 357 236</box>
notice-paragraph: 广东某某建材有限公司、郑立强：本院受理原告某某银行股份有限公司广州分行诉你们金融借款合同纠纷一案，现依法向你们公告送达起诉状副本、应诉通知书、举证通知书及开庭传票。自公告之日起经过30日即视为送达。提出答辩状的期限和举证期限分别为公告期满后15日和30日内。本案定于举证期满后第3日上午9时30分在本院第八法庭公开开庭审理，逾期将依法缺席裁判。 <box>47 322 181 356</box>
notice-paragraph: 遗失声明：某某房地产开发有限公司遗失公章一枚、财务专用章一枚，声明作废。某某物流有限公司遗失开户许可证，声明作废。某某餐饮管理有限公司遗失食品经营许可证正本，声明作废。 <box>574 238 708 255</box>
court-name: 安徽省铜陵市铜官区人民法院 <box>123 644 181 650</box>
court-name: 江苏省苏州市姑苏区人民法院 <box>475 494 533 500</box>
notice-paragraph: 张丽娟、王磊：本院受理原告南通某某纺织有限公司诉你们买卖合同纠纷一案，现依法向你们公告送达起诉状副本、应诉通知书、举证通知书、开庭传票。自公告之日起经过30日即视为送达，逾期将依法缺席裁判。 <box>223 600 357 618</box>
notice-paragraph: 遗失声明：某某（身份证号略）遗失执业证书一本，声明作废。某某有限公司遗失营业执照正副本各一本，声明作废。某某遗失医师资格证书，声明作废。某某遗失道路运输从业资格证，声明作废。 <box>574 497 708 514</box>
court-name: 河北省石家庄市长安区人民法院 <box>471 467 533 473</box>
court-name: 山东省济南市历下区人民法院 <box>123 904 181 910</box>
notice-paragraph: 吴国庆：本院受理原告泰州某某医药有限公司诉你买卖合同纠纷一案，现依法向你公告送达起诉状副本、应诉通知书、举证通知书、开庭传票。自公告之日起经过30日即视为送达，逾期将依法缺席裁判。 <box>399 609 533 626</box>
court-name: 江苏省苏州市姑苏区人民法院 <box>475 1029 533 1035</box>
notice-paragraph: 减资公告：某某信息技术有限公司股东会决议，公司注册资本由人民币1000万元减少至人民币300万元，请债权人自本公告之日起45日内向本公司申报债权。 <box>574 601 708 618</box>
notice-paragraph: 杨光：本院受理原告遵义某某酒业有限公司诉你买卖合同纠纷一案，已审理终结。现依法向你公告送达民事判决书。自公告之日起经过60日即视为送达。如不服本判决，可在公告期满后15日内向本院递交上诉状及副本。 <box>399 369 533 386</box>
court-name: 江苏省常州市钟楼区人民法院 <box>299 850 357 856</box>
court-name: 辽宁省大连市甘井子区人民法院 <box>119 682 181 688</box>
notice-paragraph: 王晓明：本院受理原告某某小额贷款有限公司诉你借款合同纠纷一案，现依法向你公告送达起诉状副本、应诉通知书、举证通知书、开庭传票及证据材料。自公告之日起经过60日即视为送达。提出答辩状和举证的期限分别为公告期满后15日内。本案定于举证期满后第3日上午9时在本院第三法庭公开开庭审理，逾期将依法缺席裁判。 <box>47 804 181 832</box>
court-name: 江苏省苏州市吴中区人民法院 <box>123 1451 181 1457</box>
court-name: 江苏省连云港市海州区人民法院 <box>471 1216 533 1222</box>
notice-paragraph: 广东某某建材有限公司、郑立强：本院受理原告某某银行股份有限公司广州分行诉你们金融借款合同纠纷一案，现依法向你们公告送达起诉状副本、应诉通知书、举证通知书及开庭传票。自公告之日起经过30日即视为送达。提出答辩状的期限和举证期限分别为公告期满后15日和30日内。本案定于举证期满后第3日上午9时30分在本院第八法庭公开开庭审理，逾期将依法缺席裁判。 <box>47 1199 181 1233</box>
notice-paragraph: 遗失声明：某某（身份证号略）遗失执业证书一本，声明作废。某某有限公司遗失营业执照正副本各一本，声明作废。某某遗失医师资格证书，声明作废。某某遗失道路运输从业资格证，声明作废。 <box>574 657 708 675</box>
notice-paragraph: 赵建国：本院受理原告济南某某房地产开发有限公司诉你房屋买卖合同纠纷一案，已审理终结。现依法向你公告送达民事判决书。自公告之日起经过30日即视为送达。如不服本判决，可在公告期满后15日内向本院递交上诉状及副本，上诉于山东省济南市中级人民法院。逾期本判决即发生法律效力。 <box>47 474 181 496</box>
court-name: 江苏省盐城市亭湖区人民法院 <box>475 548 533 554</box>
court-name: 安徽省合肥市蜀山区人民法院 <box>123 1813 181 1819</box>
court-name: 贵州省遵义市汇川区人民法院 <box>475 1163 533 1169</box>
court-name: 江苏省泰州市海陵区人民法院 <box>475 334 533 340</box>
court-name: 广西壮族自治区南宁市青秀区人民法院 <box>282 389 357 395</box>
notice-paragraph: 徐娟：本院受理原告连云港某某水产有限公司诉你买卖合同纠纷一案，已审理终结。现依法向你公告送达民事判决书。自公告之日起经过60日即视为送达。 <box>399 1224 533 1242</box>
court-name: 江苏省镇江市京口区人民法院 <box>299 1441 357 1447</box>
notice-paragraph: 周丽华：本院受理原告沈阳某某商贸有限公司诉你买卖合同纠纷一案，现依法向你公告送达起诉状副本、应诉通知书、举证通知书、开庭传票。自公告之日起经过30日即视为送达。提出答辩状和举证的期限分别为公告期满后15日内，并定于举证期满后第3日上午9时在本院开庭审理，逾期将依法缺席裁判。 <box>47 1859 181 1888</box>
court-name: 江苏省南通市崇川区人民法院 <box>299 915 357 921</box>
notice-paragraph: 马俊：本院受理原告宿迁某某家具有限公司诉你加工合同纠纷一案，现依法向你公告送达起诉状副本、应诉通知书、举证通知书、开庭传票。自公告之日起经过60日即视为送达。 <box>399 395 533 413</box>
notice-paragraph: 李梅：本院受理原告大连某某物业服务有限公司诉你物业服务合同纠纷一案，现依法向你公告送达起诉状副本、应诉通知书、举证通知书、开庭传票。自公告之日起经过60日即视为送达，逾期将依法缺席裁判。 <box>223 982 357 999</box>
notice-paragraph: 何宝、王玉兰：本院受理原告何某某诉你们民间借贷纠纷一案，已审理终结。现依法向你们公告送达民事判决书。自公告之日起经过60日即视为送达。如不服本判决，可在公告期满后15日内向本院递交上诉状及副本，上诉于安徽省淮南市中级人民法院。逾期本判决即发生法律效力。 <box>47 1605 181 1627</box>
court-name: 贵州省遵义市汇川区人民法院 <box>475 361 533 367</box>
notice-paragraph: 赵建国：本院受理原告济南某某房地产开发有限公司诉你房屋买卖合同纠纷一案，已审理终结。现依法向你公告送达民事判决书。自公告之日起经过30日即视为送达。如不服本判决，可在公告期满后15日内向本院递交上诉状及副本，上诉于山东省济南市中级人民法院。逾期本判决即发生法律效力。 <box>47 1351 181 1373</box>
banner-title: 公告专栏 <box>571 152 711 174</box>
notice-paragraph: 赵明：本院受理原告长春某某汽车服务有限公司诉你合同纠纷一案，已审理终结。现依法向你公告送达民事判决书。自公告之日起经过60日即视为送达，逾期本判决即发生法律效力。 <box>399 1117 533 1134</box>
notice-paragraph: 王晓明：本院受理原告某某小额贷款有限公司诉你借款合同纠纷一案，现依法向你公告送达起诉状副本、应诉通知书、举证通知书、开庭传票及证据材料。自公告之日起经过60日即视为送达。提出答辩状和举证的期限分别为公告期满后15日内。本案定于举证期满后第3日上午9时在本院第三法庭公开开庭审理，逾期将依法缺席裁判。 <box>47 365 181 394</box>
notice-paragraph: 遗失声明：某某遗失出生医学证明，声明作废。某某遗失不动产权证书，声明作废。某某遗失机动车行驶证，声明作废。某某遗失教师资格证，声明作废。 <box>574 461 708 478</box>
notice-paragraph: 注销公告：某某商贸有限公司经股东决定拟注销，已成立清算组，请债权人自本公告之日起45日内向本公司清算组申报债权。某某建筑劳务有限公司经股东会决议解散，请债权人于公告之日起45日内申报债权。 <box>574 699 708 716</box>
notice-paragraph: 注销公告：某某商贸有限公司经股东决定拟注销，已成立清算组，请债权人自本公告之日起45日内向本公司清算组申报债权。某某建筑劳务有限公司经股东会决议解散，请债权人于公告之日起45日内申报债权。 <box>574 217 708 234</box>
court-name: 贵州省贵阳市云岩区人民法院 <box>123 1234 181 1240</box>
notice-paragraph: 合并公告：某某投资有限公司与某某实业有限公司经股东会决议吸收合并，合并后存续公司为某某投资有限公司，请债权人自公告之日起45日内要求清偿债务或者提供相应担保。 <box>574 580 708 597</box>
court-name: 江苏省泰州市海陵区人民法院 <box>475 1136 533 1142</box>
notice-paragraph: 清算公告：某某贸易有限公司已成立清算组，请债权人自公告之日起45日内向清算组申报债权，逾期未申报的，视为放弃债权。联系人及电话略。 <box>574 642 708 654</box>
notice-paragraph: 何宝、王玉兰：本院受理原告何某某诉你们民间借贷纠纷一案，已审理终结。现依法向你们公告送达民事判决书。自公告之日起经过60日即视为送达。如不服本判决，可在公告期满后15日内向本院递交上诉状及副本，上诉于安徽省淮南市中级人民法院。逾期本判决即发生法律效力。 <box>47 728 181 751</box>
notice-paragraph: 何宝、王玉兰：本院受理原告何某某诉你们民间借贷纠纷一案，已审理终结。现依法向你们公告送达民事判决书。自公告之日起经过60日即视为送达。如不服本判决，可在公告期满后15日内向本院递交上诉状及副本，上诉于安徽省淮南市中级人民法院。逾期本判决即发生法律效力。 <box>47 289 181 312</box>
notice-paragraph: 注销公告：某某商贸有限公司经股东决定拟注销，已成立清算组，请债权人自本公告之日起45日内向本公司清算组申报债权。某某建筑劳务有限公司经股东会决议解散，请债权人于公告之日起45日内申报债权。 <box>574 378 708 395</box>
court-name: 广东省广州市白云区人民法院 <box>123 1629 181 1635</box>
court-name: 江苏省扬州市邗江区人民法院 <box>299 421 357 427</box>
court-name: 河北省石家庄市长安区人民法院 <box>471 200 533 206</box>
notice-paragraph: 徐娟：本院受理原告连云港某某水产有限公司诉你买卖合同纠纷一案，已审理终结。现依法向你公告送达民事判决书。自公告之日起经过60日即视为送达。 <box>399 957 533 974</box>
court-name: 安徽省合肥市蜀山区人民法院 <box>123 498 181 504</box>
notice-paragraph: 刘颖、吴斌：本院受理原告某某融资租赁有限公司诉你们融资租赁合同纠纷一案，现依法向你们公告送达起诉状副本、应诉通知书、举证通知书、开庭传票。自公告之日起经过60日即视为送达。提出答辩状和举证的期限分别为公告期满后15日内。本案定于举证期满后第3日上午9时在本院第六法庭开庭审理，逾期将依法缺席裁判。 <box>47 1821 181 1850</box>
court-name: 广西壮族自治区南宁市青秀区人民法院 <box>282 711 357 717</box>
strip-column-4 <box>571 152 711 2242</box>
notice-paragraph: 王建军：本院受理原告无锡某某机械有限公司诉你承揽合同纠纷一案，已审理终结。现依法向你公告送达民事判决书。自公告之日起经过60日即视为送达。如不服本判决，可在公告期满后15日内向本院递交上诉状及副本，上诉于江苏省无锡市中级人民法院。 <box>223 1331 357 1353</box>
notice-paragraph: 李海涛、孙莉：本院受理原告南京某某汽车销售服务有限公司诉你们买卖合同纠纷一案，现依法向你们公告送达起诉状副本、应诉通知书、举证通知书、开庭传票。自公告之日起经过60日即视为送达。提出答辩状和举证的期限分别为公告期满后15日和30日内。本案定于举证期满后第3日下午2时30分在本院第二法庭开庭审理，逾期将依法缺席裁判。 <box>47 1313 181 1341</box>
notice-paragraph: 张晨、周立新：本院受理原告大连某某物流有限公司诉你们运输合同纠纷一案，现依法向你们公告送达起诉状副本、应诉通知书、举证通知书、开庭传票。自公告之日起经过60日即视为送达。提出答辩状和举证的期限分别为公告期满后15日内。本案定于举证期满后第3日上午9时在本院第十四法庭开庭审理，逾期将依法缺席裁判。 <box>47 1128 181 1157</box>
court-name: 安徽省铜陵市铜官区人民法院 <box>123 1082 181 1088</box>
notice-paragraph: 王建军：本院受理原告无锡某某机械有限公司诉你承揽合同纠纷一案，已审理终结。现依法向你公告送达民事判决书。自公告之日起经过60日即视为送达。如不服本判决，可在公告期满后15日内向本院递交上诉状及副本，上诉于江苏省无锡市中级人民法院。 <box>223 364 357 387</box>
notice-paragraph: 某某建筑工程有限公司：本院受理原告某某混凝土有限公司诉你公司买卖合同纠纷一案，已审理终结。现依法向你公司公告送达民事判决书。自公告之日起经过60日即视为送达。 <box>399 208 533 225</box>
notice-paragraph: 合并公告：某某投资有限公司与某某实业有限公司经股东会决议吸收合并，合并后存续公司为某某投资有限公司，请债权人自公告之日起45日内要求清偿债务或者提供相应担保。 <box>574 419 708 436</box>
notice-paragraph: 王子华：本院受理原告某某科技有限公司诉你劳动争议纠纷一案，现依法向你公告送达起诉状副本、应诉通知书、举证通知书、开庭传票。自公告之日起经过30日即视为送达。提出答辩状和举证的期限分别为公告期满后15日内，逾期将依法缺席裁判。 <box>399 710 533 733</box>
column-label-2: 2/3 中缝 <box>255 101 352 126</box>
notice-paragraph: 清算公告：某某贸易有限公司已成立清算组，请债权人自公告之日起45日内向清算组申报债权，逾期未申报的，视为放弃债权。联系人及电话略。 <box>574 803 708 815</box>
court-name: 辽宁省沈阳市和平区人民法院 <box>123 1413 181 1419</box>
notice-paragraph: 周丽华：本院受理原告沈阳某某商贸有限公司诉你买卖合同纠纷一案，现依法向你公告送达起诉状副本、应诉通知书、举证通知书、开庭传票。自公告之日起经过30日即视为送达。提出答辩状和举证的期限分别为公告期满后15日内，并定于举证期满后第3日上午9时在本院开庭审理，逾期将依法缺席裁判。 <box>47 982 181 1011</box>
court-name: 安徽省淮南市田家庵区人民法院 <box>119 1158 181 1164</box>
notice-paragraph: 宝清市顺源农机有限公司、张立军：本院受理原告某某农业机械有限公司诉你们买卖合同纠纷一案，已审理终结。现依法向你们公告送达民事判决书。自公告之日起经过60日即视为送达。如不服本判决，可在公告期满后15日内向本院递交上诉状及副本，上诉于江苏省苏州市中级人民法院。逾期本判决即发生法律效力。 <box>47 582 181 610</box>
notice-paragraph: 徐娟：本院受理原告连云港某某水产有限公司诉你买卖合同纠纷一案，已审理终结。现依法向你公告送达民事判决书。自公告之日起经过60日即视为送达。 <box>399 690 533 707</box>
notice-paragraph: 王子华：本院受理原告某某科技有限公司诉你劳动争议纠纷一案，现依法向你公告送达起诉状副本、应诉通知书、举证通知书、开庭传票。自公告之日起经过30日即视为送达。提出答辩状和举证的期限分别为公告期满后15日内，逾期将依法缺席裁判。 <box>399 978 533 1000</box>
court-name: 辽宁省大连市沙河口区人民法院 <box>295 652 357 658</box>
notice-paragraph: 宁波某某贸易有限公司：本院受理原告某某物流有限公司诉你公司运输合同纠纷一案，已审理终结。现依法向你公司公告送达民事判决书。自公告之日起经过60日即视为送达。如不服本判决，可在公告期满后15日内向本院递交上诉状及副本。 <box>223 949 357 972</box>
court-name: 安徽省合肥市蜀山区人民法院 <box>123 1375 181 1381</box>
court-name: 安徽省淮南市田家庵区人民法院 <box>119 720 181 726</box>
notice-paragraph: 吴海波：本院受理原告常州某某装饰工程有限公司诉你装饰装修合同纠纷一案，已审理终结。现依法向你公告送达民事判决书。自公告之日起经过60日即视为送达。如不服本判决，可在公告期满后15日内向本院递交上诉状及副本，上诉于江苏省常州市中级人民法院。 <box>223 858 357 881</box>
notice-paragraph: 刘颖、吴斌：本院受理原告某某融资租赁有限公司诉你们融资租赁合同纠纷一案，现依法向你们公告送达起诉状副本、应诉通知书、举证通知书、开庭传票。自公告之日起经过60日即视为送达。提出答辩状和举证的期限分别为公告期满后15日内。本案定于举证期满后第3日上午9时在本院第六法庭开庭审理，逾期将依法缺席裁判。 <box>47 944 181 973</box>
court-name: 江苏省连云港市海州区人民法院 <box>471 414 533 420</box>
footer-court: 宝清市铁路运输法院人民法院 <box>121 1929 181 1935</box>
notice-paragraph: 周国平：本院受理原告扬州某某汽车租赁有限公司诉你租赁合同纠纷一案，已审理终结。现依法向你公告送达民事判决书。自公告之日起经过60日即视为送达。如不服本判决，可在公告期满后15日内向本院递交上诉状及副本。 <box>223 429 357 446</box>
notice-paragraph: 杨光：本院受理原告遵义某某酒业有限公司诉你买卖合同纠纷一案，已审理终结。现依法向你公告送达民事判决书。自公告之日起经过60日即视为送达。如不服本判决，可在公告期满后15日内向本院递交上诉状及副本。 <box>399 636 533 653</box>
court-name: 安徽省淮南市田家庵区人民法院 <box>119 1597 181 1603</box>
notice-paragraph: 陈小军：本院受理原告某某网络科技有限公司诉你合同纠纷一案，已审理终结。现依法向你公告送达民事判决书。自公告之日起经过30日即视为送达。如不服本判决，可在公告期满后15日内向本院递交上诉状及副本，上诉于浙江省杭州市中级人民法院。逾期本判决即发生法律效力。 <box>47 1719 181 1741</box>
court-name: 江苏省徐州市云龙区人民法院 <box>299 560 357 566</box>
notice-paragraph: 张晨、周立新：本院受理原告大连某某物流有限公司诉你们运输合同纠纷一案，现依法向你们公告送达起诉状副本、应诉通知书、举证通知书、开庭传票。自公告之日起经过60日即视为送达。提出答辩状和举证的期限分别为公告期满后15日内。本案定于举证期满后第3日上午9时在本院第十四法庭开庭审理，逾期将依法缺席裁判。 <box>47 1567 181 1595</box>
notice-paragraph: 林海峰：本院受理原告温州某某鞋业有限公司诉你买卖合同纠纷一案，已审理终结。现依法向你公告送达民事判决书。自公告之日起经过60日即视为送达。如不服本判决，可在公告期满后15日内向本院递交上诉状及副本。 <box>399 529 533 546</box>
notice-paragraph: 刘志强：本院受理原告镇江某某商贸有限公司诉你合同纠纷一案，已审理终结。现依法向你公告送达民事判决书。自公告之日起经过60日即视为送达。 <box>223 805 357 816</box>
notice-paragraph: 陈小军：本院受理原告某某网络科技有限公司诉你合同纠纷一案，已审理终结。现依法向你公告送达民事判决书。自公告之日起经过30日即视为送达。如不服本判决，可在公告期满后15日内向本院递交上诉状及副本，上诉于浙江省杭州市中级人民法院。逾期本判决即发生法律效力。 <box>47 403 181 426</box>
strip-column-3 <box>396 152 536 2242</box>
court-name: 江苏省南通市崇川区人民法院 <box>299 1237 357 1243</box>
court-name: 江苏省连云港市海州区人民法院 <box>471 949 533 955</box>
notice-paragraph: 刘颖、吴斌：本院受理原告某某融资租赁有限公司诉你们融资租赁合同纠纷一案，现依法向你们公告送达起诉状副本、应诉通知书、举证通知书、开庭传票。自公告之日起经过60日即视为送达。提出答辩状和举证的期限分别为公告期满后15日内。本案定于举证期满后第3日上午9时在本院第六法庭开庭审理，逾期将依法缺席裁判。 <box>47 1383 181 1411</box>
notice-paragraph: 刘志强：本院受理原告镇江某某商贸有限公司诉你合同纠纷一案，已审理终结。现依法向你公告送达民事判决书。自公告之日起经过60日即视为送达。 <box>223 1449 357 1461</box>
notice-paragraph: 高志刚：本院受理原告徐州某某建设工程有限公司诉你建设工程施工合同纠纷一案，现依法向你公告送达起诉状副本、应诉通知书、举证通知书、开庭传票。自公告之日起经过60日即视为送达。提出答辩状和举证的期限分别为公告期满后15日内。本案定于举证期满后第3日上午9时在本院开庭审理。 <box>223 246 357 269</box>
notice-paragraph: 吴海波：本院受理原告常州某某装饰工程有限公司诉你装饰装修合同纠纷一案，已审理终结。现依法向你公告送达民事判决书。自公告之日起经过60日即视为送达。如不服本判决，可在公告期满后15日内向本院递交上诉状及副本，上诉于江苏省常州市中级人民法院。 <box>223 536 357 558</box>
court-name: 浙江省温州市鹿城区人民法院 <box>475 788 533 794</box>
court-name: 江苏省镇江市京口区人民法院 <box>299 1119 357 1125</box>
court-name: 浙江省温州市鹿城区人民法院 <box>475 253 533 259</box>
notice-paragraph: 遗失声明：某某房地产开发有限公司遗失公章一枚、财务专用章一枚，声明作废。某某物流有限公司遗失开户许可证，声明作废。某某餐饮管理有限公司遗失食品经营许可证正本，声明作废。 <box>574 720 708 737</box>
court-name: 辽宁省大连市沙河口区人民法院 <box>295 974 357 980</box>
